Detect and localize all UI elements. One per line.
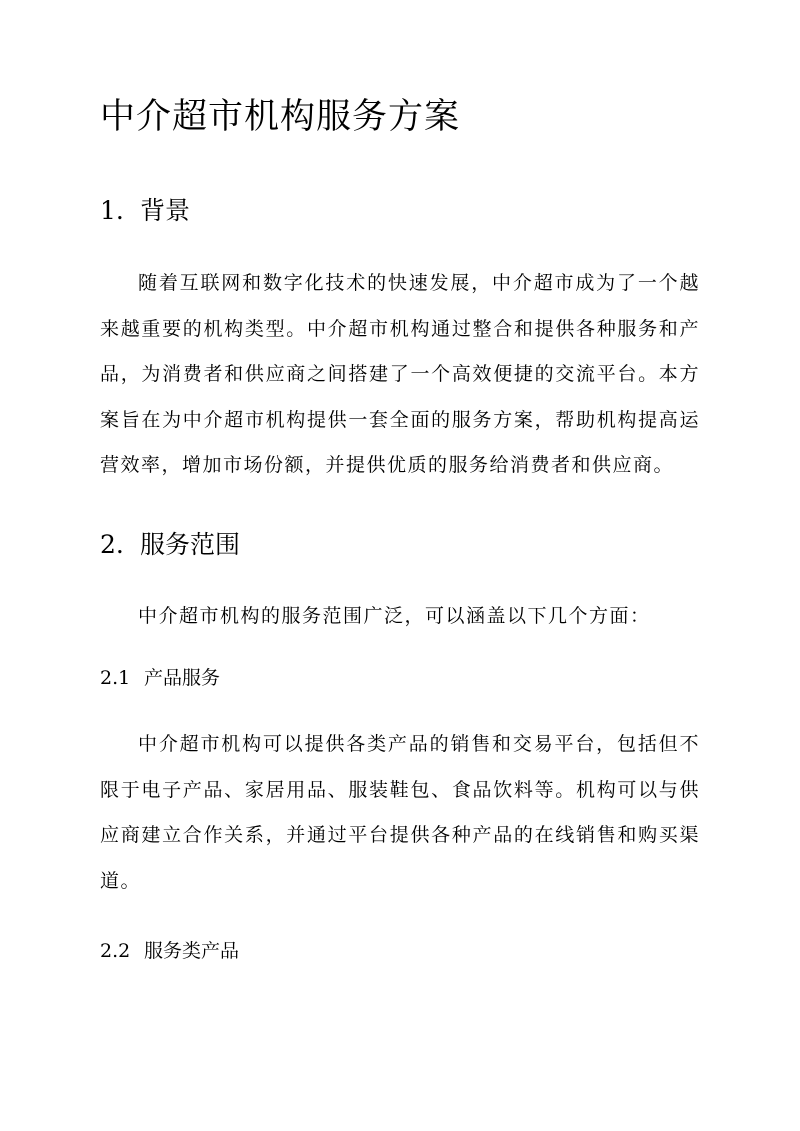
subsection-heading-service-products	[100, 937, 239, 965]
section-number: 1.	[100, 196, 124, 225]
section-title: 服务范围	[140, 530, 241, 559]
section-title: 背景	[140, 196, 191, 225]
section-heading-service-scope	[100, 527, 240, 563]
subsection-heading-product-service	[100, 664, 220, 692]
section-number: 2.	[100, 530, 124, 559]
product-service-paragraph: 中介超市机构可以提供各类产品的销售和交易平台，包括但不限于电子产品、家居用品、服装鞋包、食品饮料等。机构可以与供应商建立合作关系，并通过平台提供各种产品的在线销售和购买渠道。	[100, 733, 700, 892]
subsection-number: 2.1	[100, 667, 131, 689]
subsection-number: 2.2	[100, 940, 131, 962]
service-scope-paragraph: 中介超市机构的服务范围广泛，可以涵盖以下几个方面：	[138, 605, 651, 627]
subsection-title: 产品服务	[144, 667, 221, 689]
subsection-title: 服务类产品	[144, 940, 240, 962]
section-heading-background	[100, 193, 190, 229]
document-title: 中介超市机构服务方案	[100, 97, 461, 137]
background-paragraph: 随着互联网和数字化技术的快速发展，中介超市成为了一个越来越重要的机构类型。中介超市机构通过整合和提供各种服务和产品，为消费者和供应商之间搭建了一个高效便捷的交流平台。本方案旨在为中介超市机构提供一套全面的服务方案，帮助机构提高运营效率，增加市场份额，并提供优质的服务给消费者和供应商。	[100, 272, 700, 476]
